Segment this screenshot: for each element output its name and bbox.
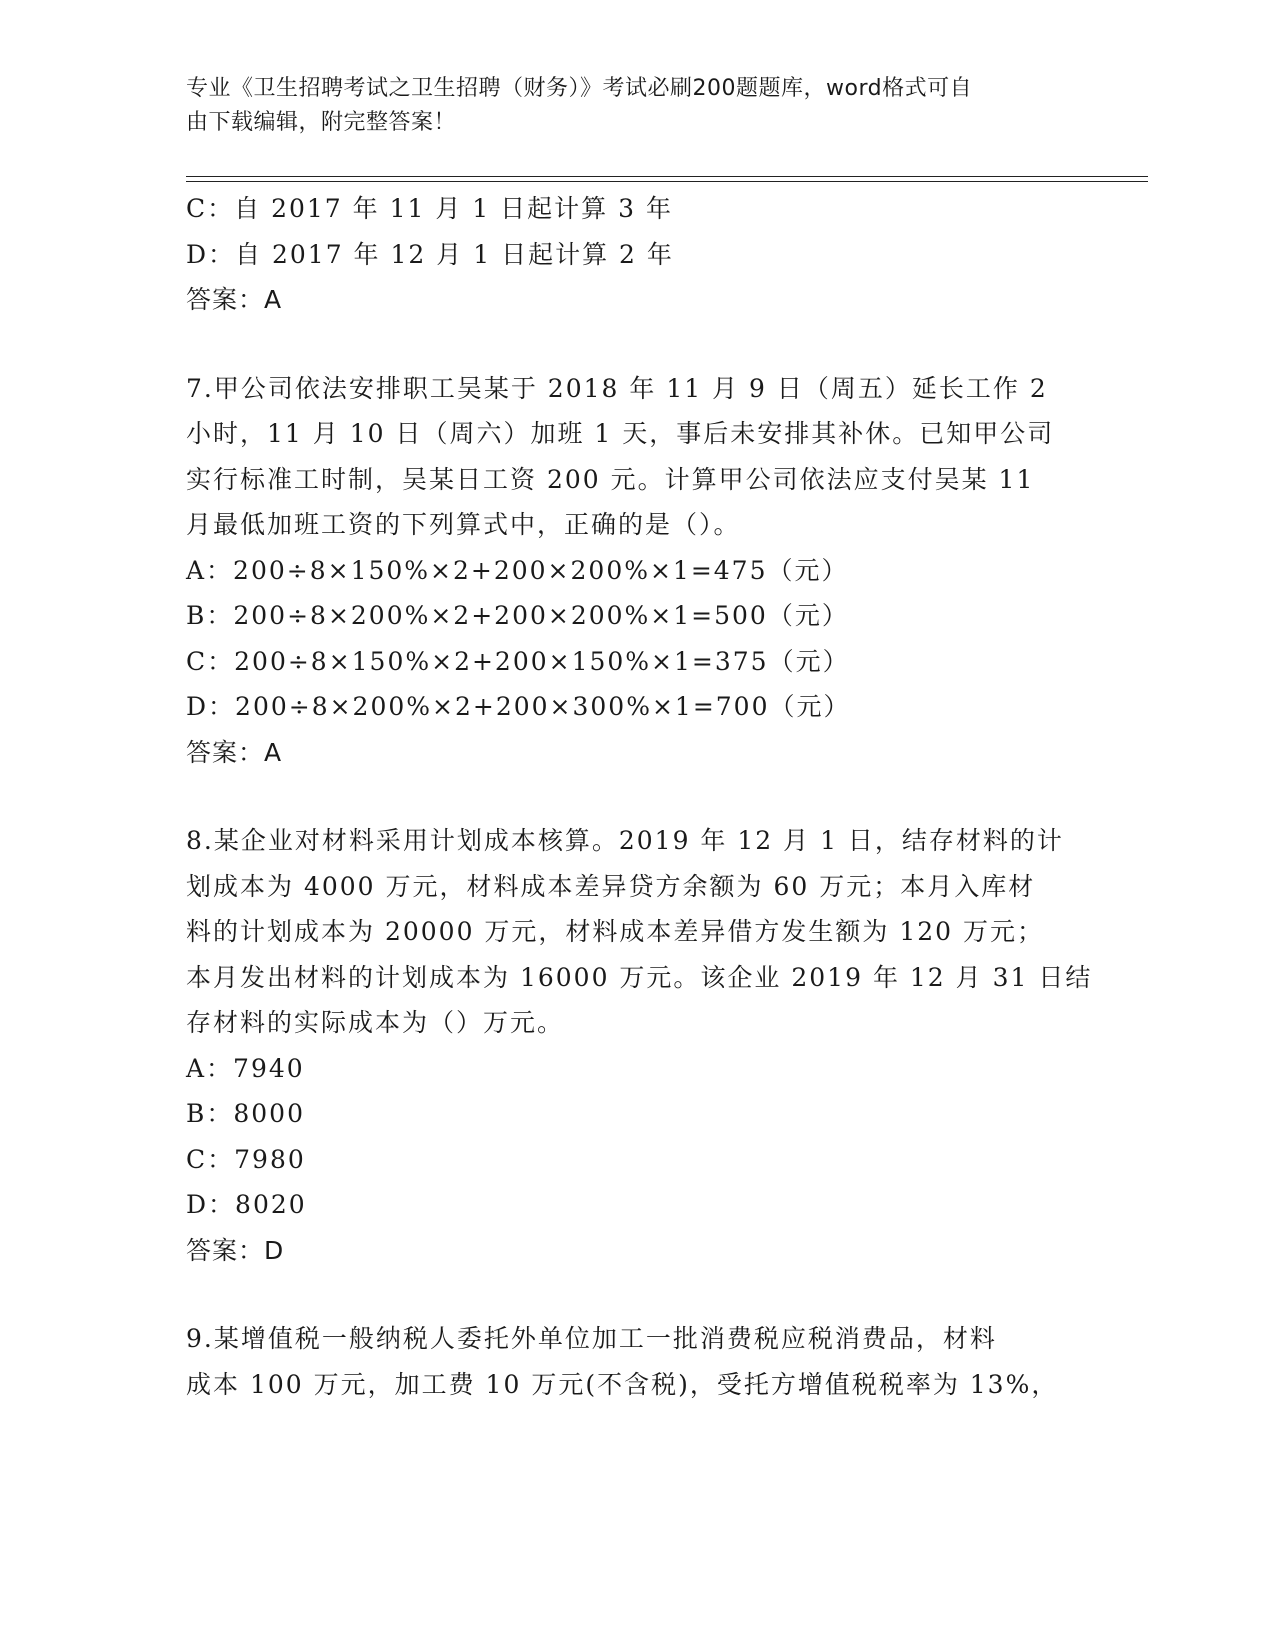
q7-option-b: B：200÷8×200%×2+200×200%×1=500（元） <box>186 601 849 630</box>
q6-option-d: D：自 2017 年 12 月 1 日起计算 2 年 <box>186 239 674 269</box>
q8-answer: 答案：D <box>186 1235 285 1265</box>
q8-option-d: D：8020 <box>186 1190 307 1219</box>
q7-option-d: D：200÷8×200%×2+200×300%×1=700（元） <box>186 692 851 721</box>
q7-option-c: C：200÷8×150%×2+200×150%×1=375（元） <box>186 646 850 676</box>
q7-stem-line: 月最低加班工资的下列算式中，正确的是（）。 <box>186 510 741 539</box>
header-line-1: 专业《卫生招聘考试之卫生招聘（财务）》考试必刷200题题库，word格式可自 <box>186 76 973 101</box>
q9-stem <box>186 1316 1076 1407</box>
q6-option-c: C：自 2017 年 11 月 1 日起计算 3 年 <box>186 194 673 223</box>
q9-stem-line: 9.某增值税一般纳税人委托外单位加工一批消费税应税消费品，材料 <box>186 1324 997 1353</box>
question-spacer <box>186 1273 1076 1316</box>
q8-stem-line: 料的计划成本为 20000 万元，材料成本差异借方发生额为 120 万元； <box>186 917 1045 946</box>
q8-stem-line: 本月发出材料的计划成本为 16000 万元。该企业 2019 年 12 月 31 日结 <box>186 962 1093 992</box>
header-line-2: 由下载编辑，附完整答案！ <box>186 110 457 135</box>
q7-stem-line: 小时，11 月 10 日（周六）加班 1 天，事后未安排其补休。已知甲公司 <box>186 419 1055 448</box>
question-content <box>186 186 1093 1407</box>
q8-stem <box>186 818 1093 1046</box>
q8-option-b: B：8000 <box>186 1099 305 1128</box>
q6-answer: 答案：A <box>186 285 283 314</box>
q7-stem-line: 7.甲公司依法安排职工吴某于 2018 年 11 月 9 日（周五）延长工作 2 <box>186 373 1048 403</box>
q8-stem-line: 8.某企业对材料采用计划成本核算。2019 年 12 月 1 日，结存材料的计 <box>186 826 1064 855</box>
q7-stem-line: 实行标准工时制，吴某日工资 200 元。计算甲公司依法应支付吴某 11 <box>186 464 1035 494</box>
q9-stem-line: 成本 100 万元，加工费 10 万元(不含税)，受托方增值税税率为 13%， <box>186 1369 1059 1399</box>
question-spacer <box>186 323 1076 366</box>
document-header <box>186 72 1066 140</box>
q7-option-a: A：200÷8×150%×2+200×200%×1=475（元） <box>186 555 849 585</box>
header-rule-top <box>186 176 1148 177</box>
header-rule-bottom <box>186 181 1148 182</box>
q8-stem-line: 存材料的实际成本为（）万元。 <box>186 1008 565 1037</box>
q7-answer: 答案：A <box>186 737 283 767</box>
q8-option-c: C：7980 <box>186 1144 306 1174</box>
q8-option-a: A：7940 <box>186 1053 305 1083</box>
question-spacer <box>186 775 1076 818</box>
q8-stem-line: 划成本为 4000 万元，材料成本差异贷方余额为 60 万元；本月入库材 <box>186 871 1036 901</box>
q7-stem <box>186 366 1076 548</box>
